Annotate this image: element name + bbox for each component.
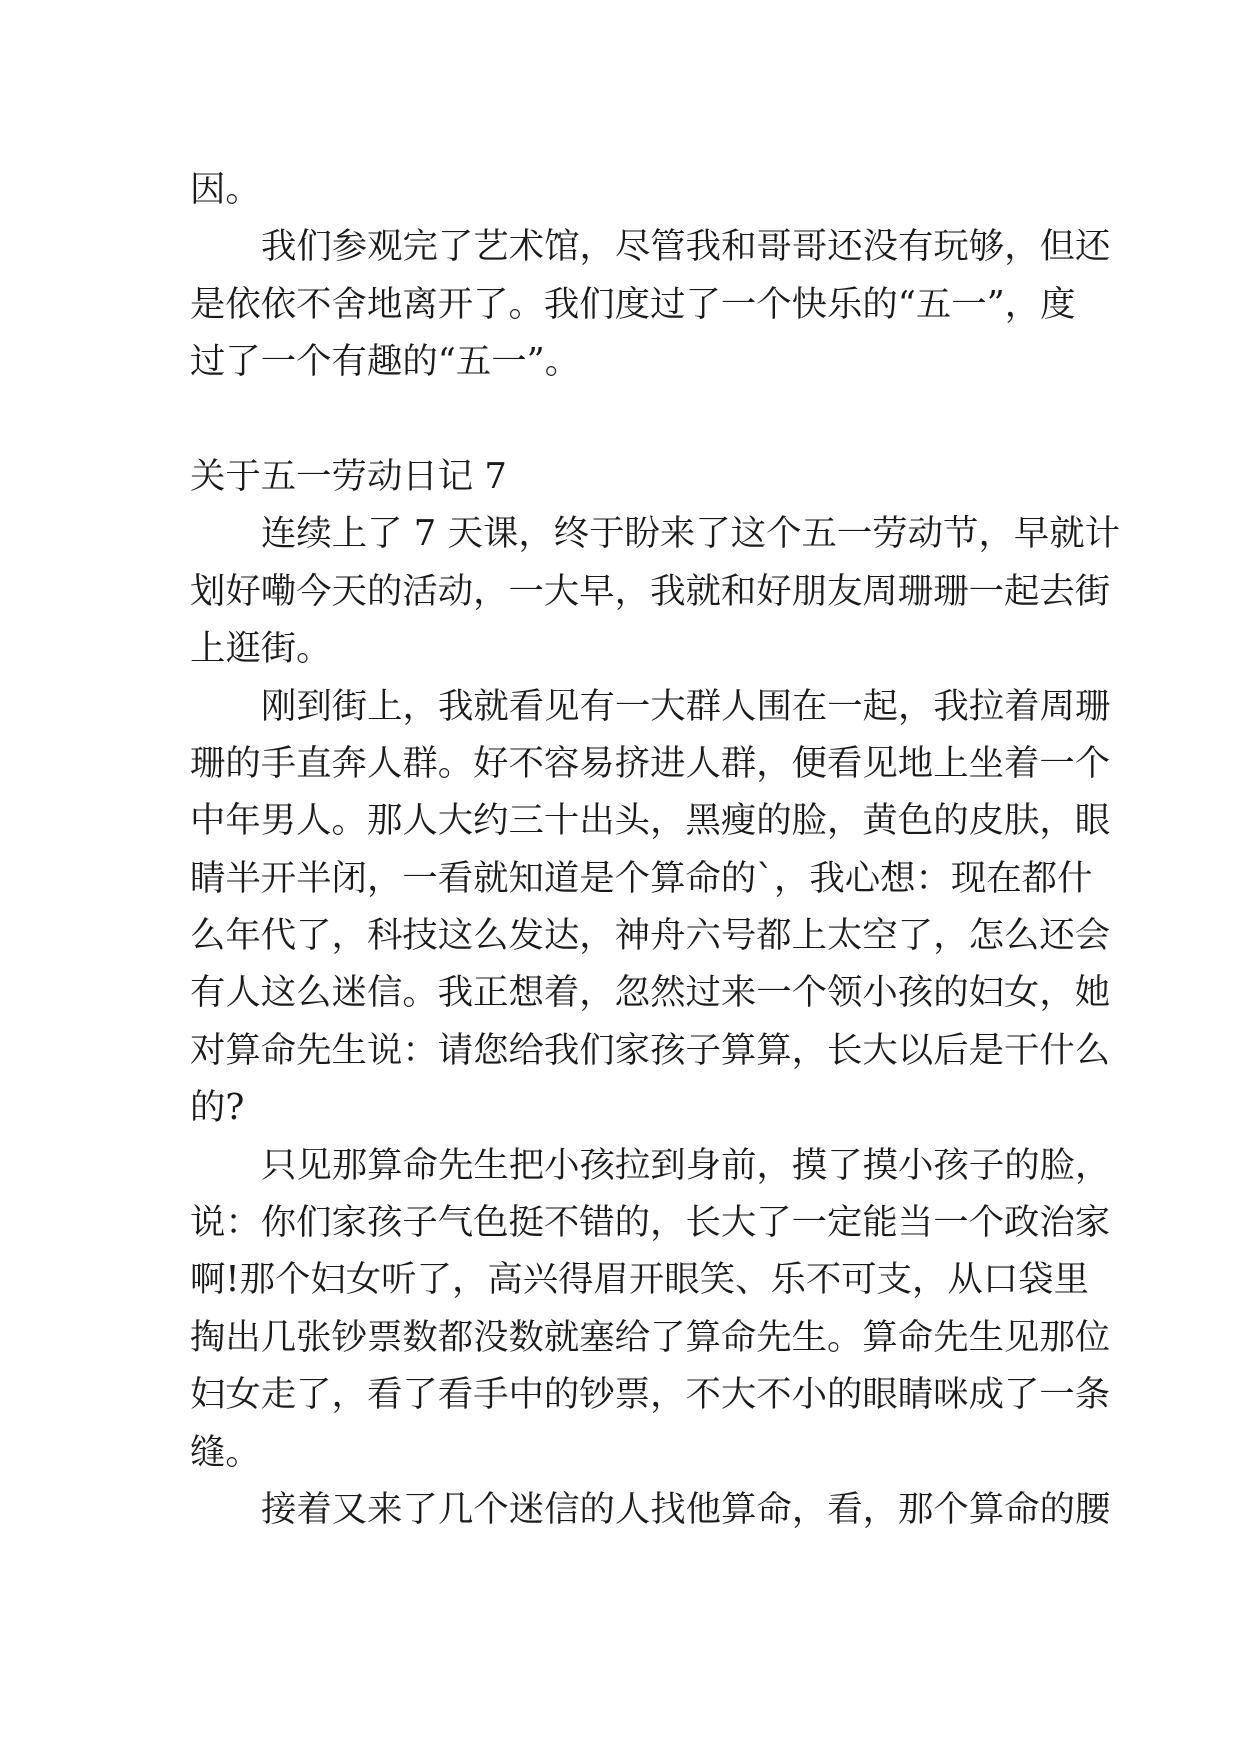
text-line: 我们参观完了艺术馆，尽管我和哥哥还没有玩够，但还 [261, 226, 1111, 268]
text-line: 因。 [190, 169, 261, 210]
text-line: 刚到街上，我就看见有一大群人围在一起，我拉着周珊 [261, 685, 1111, 727]
section-heading: 关于五一劳动日记 7 [190, 455, 507, 497]
text-line: 掏出几张钞票数都没数就塞给了算命先生。算命先生见那位 [190, 1316, 1111, 1358]
text-line: 妇女走了，看了看手中的钞票，不大不小的眼睛咪成了一条 [190, 1374, 1111, 1416]
text-line: 缝。 [190, 1431, 261, 1473]
paragraph [190, 1481, 1111, 1538]
text-line: 说：你们家孩子气色挺不错的，长大了一定能当一个政治家 [190, 1202, 1111, 1244]
text-line: 睛半开半闭，一看就知道是个算命的`，我心想：现在都什 [190, 857, 1093, 899]
text-line: 连续上了 7 天课，终于盼来了这个五一劳动节，早就计 [261, 513, 1120, 555]
text-line: 划好嘞今天的活动，一大早，我就和好朋友周珊珊一起去街 [190, 570, 1111, 612]
text-line: 啊!那个妇女听了，高兴得眉开眼笑、乐不可支，从口袋里 [190, 1259, 1089, 1301]
paragraph [190, 1137, 1111, 1481]
text-line: 么年代了，科技这么发达，神舟六号都上太空了，怎么还会 [190, 915, 1111, 957]
text-line: 只见那算命先生把小孩拉到身前，摸了摸小孩子的脸， [261, 1144, 1111, 1186]
text-line: 对算命先生说：请您给我们家孩子算算，长大以后是干什么 [190, 1029, 1111, 1071]
text-line: 珊的手直奔人群。好不容易挤进人群，便看见地上坐着一个 [190, 742, 1111, 784]
text-line: 有人这么迷信。我正想着，忽然过来一个领小孩的妇女，她 [190, 972, 1111, 1014]
paragraph [190, 505, 1120, 677]
text-line: 中年男人。那人大约三十出头，黑瘦的脸，黄色的皮肤，眼 [190, 800, 1111, 842]
body-text [190, 161, 1120, 1538]
paragraph [190, 218, 1111, 390]
text-line: 是依依不舍地离开了。我们度过了一个快乐的“五一”，度 [190, 283, 1076, 325]
blank-line [190, 391, 1051, 448]
text-line: 过了一个有趣的“五一”。 [190, 341, 581, 383]
text-line: 接着又来了几个迷信的人找他算命，看，那个算命的腰 [261, 1488, 1111, 1530]
text-line: 的? [190, 1087, 245, 1129]
paragraph [190, 678, 1111, 1137]
text-line: 上逛街。 [190, 628, 332, 670]
paragraph-continuation [190, 161, 1051, 218]
